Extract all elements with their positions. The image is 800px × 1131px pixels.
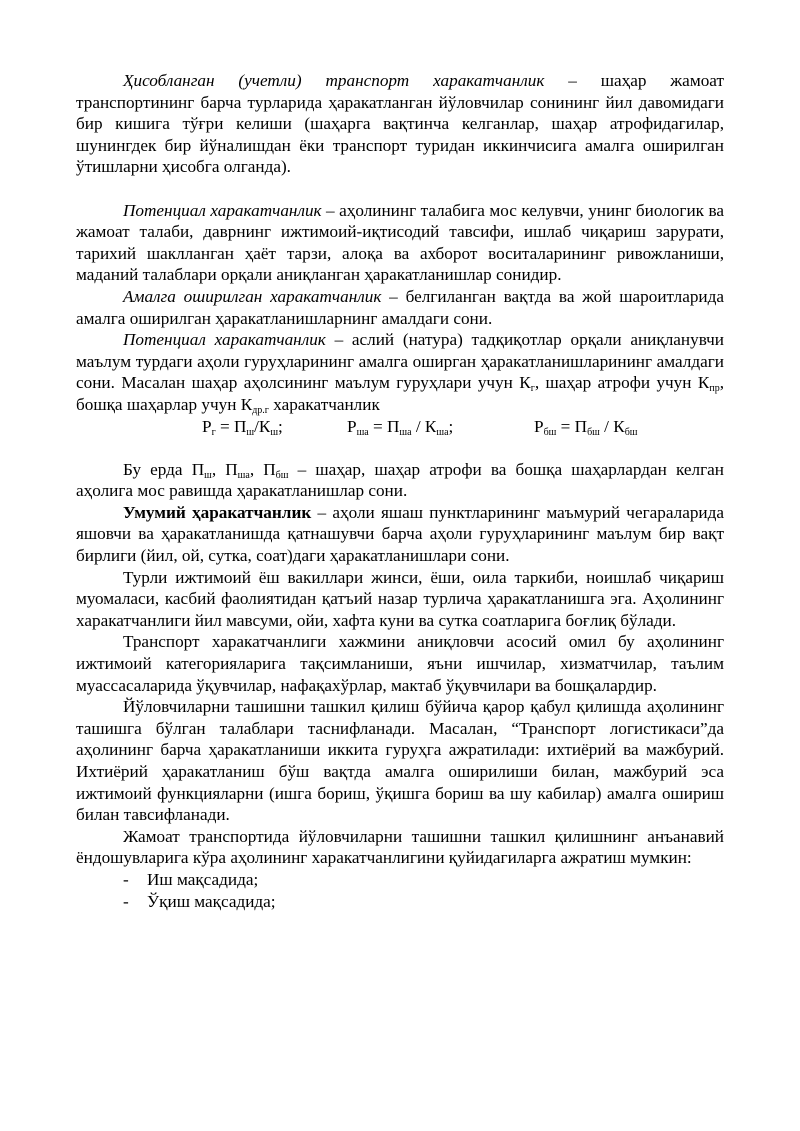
text-part: , бошқа шаҳарлар учун К	[76, 373, 724, 414]
definition-text: – аҳоли яшаш пунктларининг маъмурий чегараларида яшовчи ва ҳаракатланишда қатнашувчи барча аҳоли гуруҳларининг маълум бир вақт бирлиги (йил, ой, сутка, соат)даги ҳаракатланишлари сони.	[76, 502, 724, 566]
subscript: г	[530, 383, 535, 395]
paragraph-social-groups: Турли ижтимоий ёш вакиллари жинси, ёши, оила таркиби, ноишлаб чиқариш муомаласи, касбий фаолиятидан қатъий назар турлича ҳаракатланишга эга. Аҳолининг харакатчанлиги йил мавсуми, ойи, хафта куни ва сутка соатларига боғлиқ бўлади.	[76, 567, 724, 630]
document-body	[76, 70, 724, 912]
formula-suburb: $Р_{ша} = П_{ша} / К_{ша}$;	[347, 416, 454, 438]
definition-text: – белгиланган вақтда ва жой шароитларида амалга оширилган ҳаракатланишларнинг амалдаги сони.	[76, 286, 724, 328]
subscript: др.г	[252, 404, 269, 416]
paragraph-where: Бу ерда $П_ш$, $П_{ша}$, $П_{бш}$ – шаҳар, шаҳар атрофи ва бошқа шаҳарлардан келган аҳолига мос равишда ҳаракатланишлар сони.	[76, 459, 724, 501]
text-part: , шаҳар атрофи учун К	[534, 373, 710, 393]
list-item	[76, 891, 724, 913]
formula-row	[76, 416, 724, 438]
list-item-text: Иш мақсадида;	[147, 869, 259, 889]
term: Умумий ҳаракатчанлик	[123, 502, 312, 522]
paragraph-calculated-mobility	[76, 70, 724, 178]
paragraph-total-mobility	[76, 502, 724, 567]
spacer	[76, 178, 724, 200]
term: Потенциал харакатчанлик	[123, 200, 322, 220]
term: Потенциал харакатчанлик	[123, 330, 326, 350]
formula-city: $Р_г = П_ш/К_ш$;	[202, 416, 283, 438]
paragraph-logistics: Йўловчиларни ташишни ташкил қилиш бўйича қарор қабул қилишда аҳолининг ташишга бўлган талаблари таснифланади. Масалан, “Транспорт логистикаси”да аҳолининг барча ҳаракатланиши иккита гуруҳга ажратилади: ихтиёрий ва мажбурий. Ихтиёрий ҳаракатланиш бўш вақтда амалга оширилиши билан, мажбурий эса ижтимоий функцияларни (ишга бориш, ўқишга бориш ва шу кабилар) амалга ошириш билан тавсифланади.	[76, 697, 724, 825]
list-item	[76, 869, 724, 891]
text-part: харакатчанлик	[268, 394, 380, 414]
spacer	[76, 437, 724, 459]
list-item-text: Ўқиш мақсадида;	[147, 891, 276, 911]
list-dash: -	[123, 869, 129, 889]
paragraph-traditional-approach: Жамоат транспортида йўловчиларни ташишни ташкил қилишнинг анъанавий ёндошувларига кўра аҳолининг харакатчанлигини қуйидагиларга ажратиш мумкин:	[76, 826, 724, 868]
text-part: – аслий (натура) тадқиқотлар орқали аниқланувчи маълум турдаги аҳоли гуруҳларининг амалга оширган ҳаракатланишларининг амалдаги сони. Масалан шаҳар аҳолсининг маълум гуруҳлари учун К	[76, 330, 724, 393]
paragraph-volume-factor: Транспорт харакатчанлиги хажмини аниқловчи асосий омил бу аҳолининг ижтимоий категорияларига тақсимланиши, яъни ишчилар, хизматчилар, таълим муассасаларида ўқувчилар, нафақахўрлар, мактаб ўқувчилари ва бошқалардир.	[76, 632, 724, 695]
paragraph-potential-mobility-2	[76, 329, 724, 415]
term: Ҳисобланган (учетли) транспорт харакатчанлик	[123, 71, 545, 90]
paragraph-potential-mobility	[76, 200, 724, 286]
list-dash: -	[123, 891, 129, 911]
definition-text: – шаҳар жамоат транспортининг барча турларида ҳаракатланган йўловчилар сонининг йил давомидаги бир кишига тўғри келиши (шаҳарга вақтинча келганлар, шаҳар атрофидагилар, шунингдек бир йўналишдан ёки транспорт туридан иккинчисига амалга оширилган ўтишларни ҳисобга олганда).	[76, 71, 724, 177]
subscript: пр	[709, 383, 720, 395]
formula-other-cities: $Р_{бш} = П_{бш} / К_{бш}$	[534, 416, 638, 438]
paragraph-realized-mobility	[76, 286, 724, 329]
definition-text: – аҳолининг талабига мос келувчи, унинг биологик ва жамоат талаби, даврнинг ижтимоий-иқтисодий тавсифи, ишлаб чиқариш зарурати, тарихий шаклланган ҳаёт тарзи, алоқа ва ахборот воситаларининг ривожланиши, маданий талаблари орқали аниқланган ҳаракатланишлар сонидир.	[76, 200, 724, 285]
term: Амалга оширилган харакатчанлик	[123, 286, 382, 306]
